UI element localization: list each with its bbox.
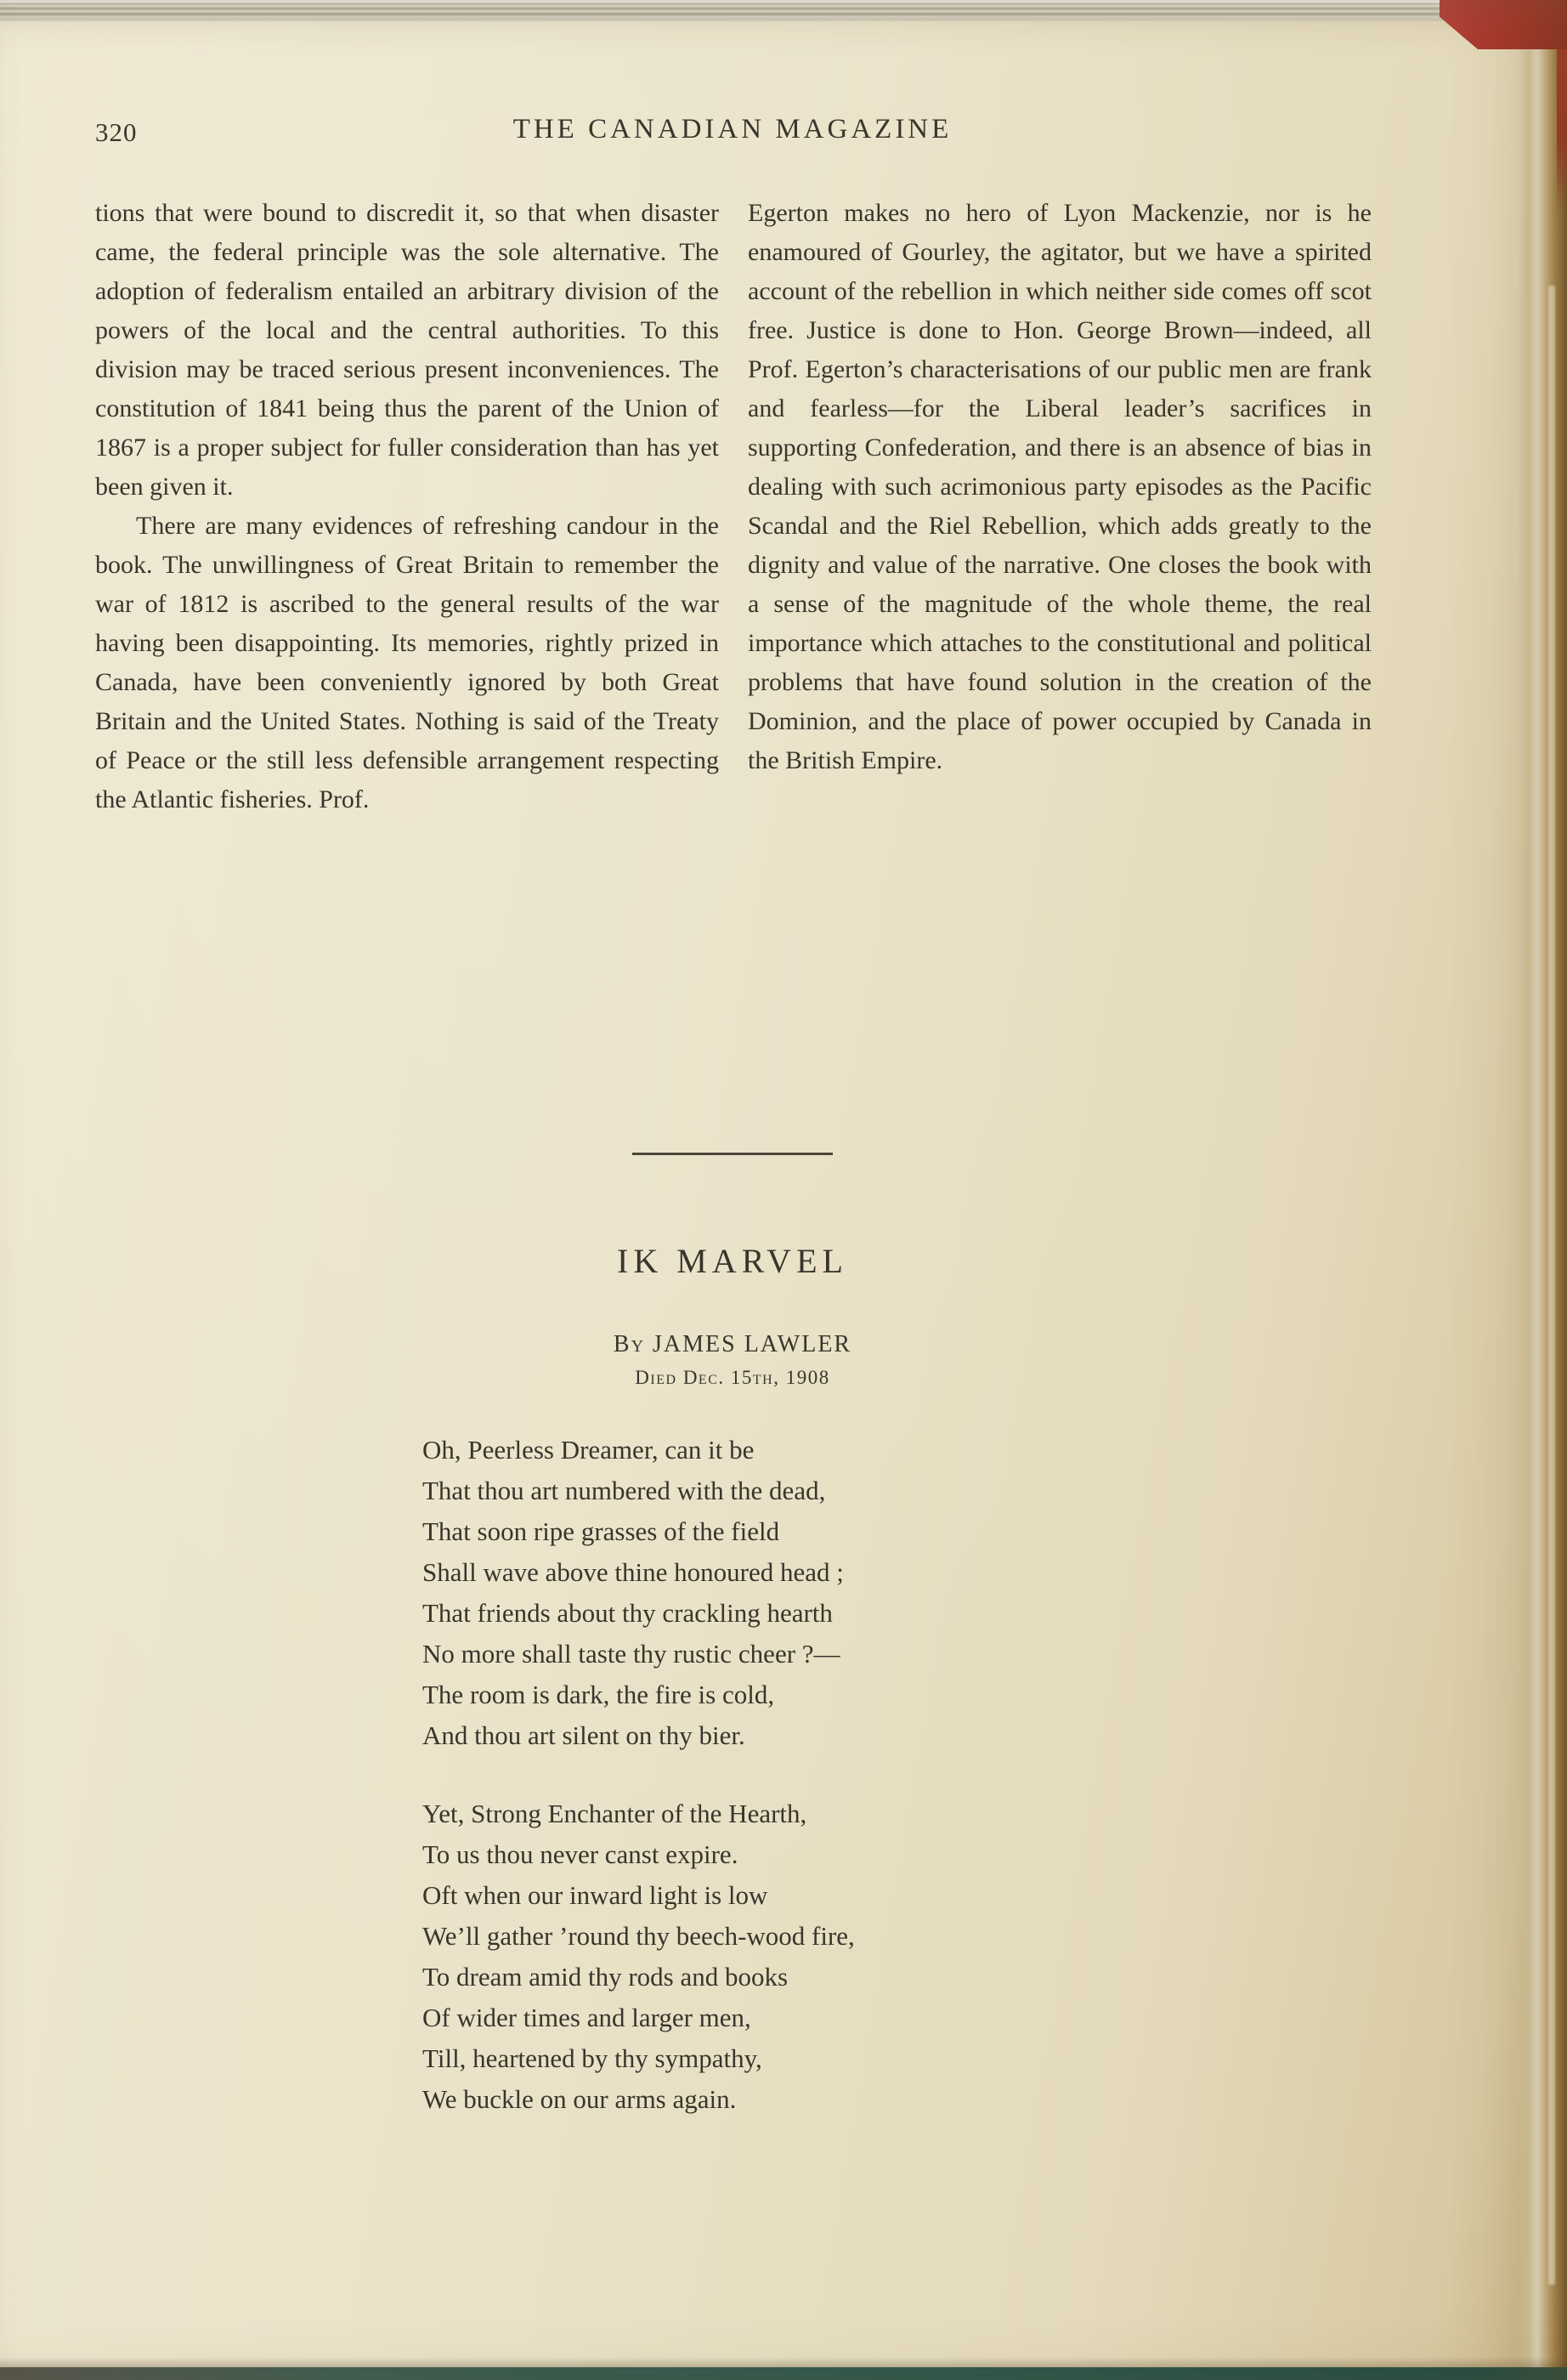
poem-line: Shall wave above thine honoured head ;: [422, 1557, 844, 1587]
poem-line: Oh, Peerless Dreamer, can it be: [422, 1435, 755, 1465]
article-column-left: [95, 194, 719, 819]
poem-line: No more shall taste thy rustic cheer ?—: [422, 1639, 840, 1669]
book-cover-bottom-edge: [0, 2367, 1567, 2380]
poem-line: That thou art numbered with the dead,: [422, 1476, 826, 1505]
magazine-title: THE CANADIAN MAGAZINE: [512, 114, 953, 144]
book-page-edges-right: [1518, 0, 1567, 2380]
poem-line: That friends about thy crackling hearth: [422, 1598, 833, 1628]
poem-line: Yet, Strong Enchanter of the Hearth,: [422, 1799, 807, 1828]
poem-line: Till, heartened by thy sympathy,: [422, 2043, 762, 2073]
book-cover-corner: [1440, 0, 1567, 49]
poem-line: To us thou never canst expire.: [422, 1839, 738, 1869]
poem-body: [422, 1430, 855, 2157]
article-paragraph: tions that were bound to discredit it, so that when disaster came, the federal principle was the sole alternative. The adoption of federalism entailed an arbitrary division of the powers of the local and the central authorities. To this division may be traced serious present inconveniences. The constitution of 1841 being thus the parent of the Union of 1867 is a proper subject for fuller consideration than has yet been given it.: [95, 199, 719, 501]
poem-line: To dream amid thy rods and books: [422, 1962, 789, 1992]
poem-line: We buckle on our arms again.: [422, 2084, 737, 2114]
article-paragraph: There are many evidences of refreshing candour in the book. The unwillingness of Great Britain to remember the war of 1812 is ascribed to the general results of the war having been disappointing. Its memories, rightly prized in Canada, have been conveniently ignored by both Great Britain and the United States. Nothing is said of the Treaty of Peace or the still less defensible arrangement respecting the Atlantic fisheries. Prof.: [95, 512, 719, 813]
article-column-right: [748, 194, 1372, 780]
section-divider: [632, 1153, 833, 1155]
poem-line: Of wider times and larger men,: [422, 2003, 751, 2032]
poem-line: And thou art silent on thy bier.: [422, 1720, 745, 1750]
poem-stanza-2: [422, 1794, 855, 2120]
page-bottom-shadow: [0, 2357, 1567, 2367]
poem-line: That soon ripe grasses of the field: [422, 1516, 780, 1546]
article-paragraph: Egerton makes no hero of Lyon Mackenzie, nor is he enamoured of Gourley, the agitator, but we have a spirited account of the rebellion in which neither side comes off scot free. Justice is done to Hon. George Brown—indeed, all Prof. Egerton’s characterisations of our public men are frank and fearless—for the Liberal leader’s sacrifices in supporting Confederation, and there is an absence of bias in dealing with such acrimonious party episodes as the Pacific Scandal and the Riel Rebellion, which adds greatly to the dignity and value of the narrative. One closes the book with a sense of the magnitude of the whole theme, the real importance which attaches to the constitutional and political problems that have found solution in the creation of the Dominion, and the place of power occupied by Canada in the British Empire.: [748, 199, 1372, 774]
page-number: 320: [95, 117, 138, 147]
poem-stanza-1: [422, 1430, 855, 1756]
poem-line: The room is dark, the fire is cold,: [422, 1680, 775, 1709]
poem-line: Oft when our inward light is low: [422, 1880, 768, 1910]
poem-byline: By JAMES LAWLER: [613, 1331, 852, 1357]
poem-line: We’ll gather ’round thy beech-wood fire,: [422, 1921, 855, 1951]
poem-title: IK MARVEL: [617, 1242, 848, 1280]
poem-dateline: Died Dec. 15th, 1908: [635, 1367, 830, 1388]
book-page-edges-top: [0, 0, 1528, 22]
